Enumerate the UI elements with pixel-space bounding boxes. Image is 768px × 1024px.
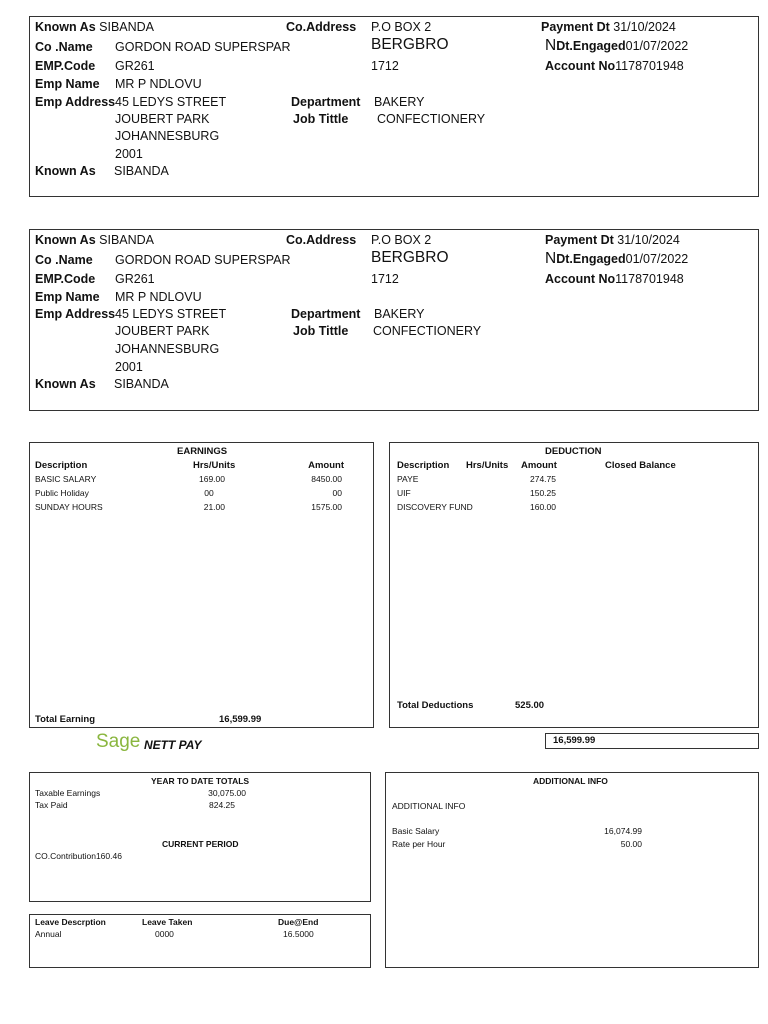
deduction-description: DISCOVERY FUND <box>397 502 473 512</box>
deduction-description: PAYE <box>397 474 419 484</box>
earning-amount: 8450.00 <box>311 474 342 484</box>
department-label: Department <box>291 307 361 321</box>
ytd-value: 30,075.00 <box>208 788 246 798</box>
department-label: Department <box>291 95 361 109</box>
earning-description: Public Holiday <box>35 488 89 498</box>
known-as-label: Known As <box>35 233 96 247</box>
co-address-line: BERGBRO <box>371 249 449 266</box>
account-no-field <box>545 272 684 286</box>
department-value: BAKERY <box>374 307 425 321</box>
earnings-title: EARNINGS <box>177 446 228 457</box>
date-engaged-field <box>545 252 688 266</box>
employee-header-2 <box>29 229 759 411</box>
job-title-value: CONFECTIONERY <box>377 112 486 126</box>
earning-amount: 00 <box>332 488 342 498</box>
payment-date-field <box>545 233 680 247</box>
payment-date-label: Payment Dt <box>541 20 610 34</box>
deductions-col-hrs: Hrs/Units <box>466 460 509 471</box>
address-line: 2001 <box>115 147 143 161</box>
address-line: JOUBERT PARK <box>115 112 210 126</box>
earning-hrs: 00 <box>204 488 214 498</box>
emp-name-value: MR P NDLOVU <box>115 290 202 304</box>
total-earning-value: 16,599.99 <box>219 714 262 725</box>
deductions-col-balance: Closed Balance <box>605 460 676 471</box>
additional-label: Rate per Hour <box>392 839 446 849</box>
emp-code-value: GR261 <box>115 272 155 286</box>
earning-amount: 1575.00 <box>311 502 342 512</box>
co-name-value: GORDON ROAD SUPERSPAR <box>115 40 291 54</box>
emp-code-label: EMP.Code <box>35 272 96 286</box>
emp-name-value: MR P NDLOVU <box>115 77 202 91</box>
co-address-label: Co.Address <box>286 20 357 34</box>
emp-address-label: Emp Address <box>35 95 116 109</box>
known-as-value: SIBANDA <box>99 233 155 247</box>
deduction-amount: 160.00 <box>530 502 556 512</box>
emp-code-label: EMP.Code <box>35 59 96 73</box>
nett-pay-value: 16,599.99 <box>553 735 596 746</box>
emp-address-label: Emp Address <box>35 307 116 321</box>
job-title-label: Job Tittle <box>293 324 349 338</box>
sage-logo: Sage <box>96 731 141 752</box>
date-engaged-value: 01/07/2022 <box>625 39 689 53</box>
additional-info-title: ADDITIONAL INFO <box>533 776 608 786</box>
ytd-value: 824.25 <box>209 800 235 810</box>
nett-pay-label: NETT PAY <box>144 738 202 752</box>
payment-date-value: 31/10/2024 <box>617 233 680 247</box>
date-engaged-prefix: N <box>545 250 557 267</box>
known-as-label-2: Known As <box>35 164 96 178</box>
earnings-panel <box>29 442 374 728</box>
employee-header-1 <box>29 16 759 197</box>
leave-description: Annual <box>35 929 62 939</box>
earning-hrs: 169.00 <box>199 474 225 484</box>
deductions-panel <box>389 442 759 728</box>
ytd-label: Taxable Earnings <box>35 788 101 798</box>
date-engaged-prefix: N <box>545 37 557 54</box>
deductions-title: DEDUCTION <box>545 446 602 457</box>
total-deductions-label: Total Deductions <box>397 700 474 711</box>
earning-description: BASIC SALARY <box>35 474 97 484</box>
address-line: JOHANNESBURG <box>115 129 220 143</box>
co-address-label: Co.Address <box>286 233 357 247</box>
address-line: 45 LEDYS STREET <box>115 95 227 109</box>
address-line: 45 LEDYS STREET <box>115 307 227 321</box>
deductions-col-description: Description <box>397 460 450 471</box>
co-address-line: P.O BOX 2 <box>371 20 432 34</box>
leave-panel <box>29 914 371 968</box>
co-address-line: 1712 <box>371 272 399 286</box>
total-deductions-value: 525.00 <box>515 700 545 711</box>
known-as-value-2: SIBANDA <box>114 377 169 391</box>
earnings-col-description: Description <box>35 460 88 471</box>
job-title-value: CONFECTIONERY <box>373 324 482 338</box>
additional-value: 16,074.99 <box>604 826 642 836</box>
additional-value: 50.00 <box>620 839 642 849</box>
date-engaged-label: Dt.Engaged <box>556 252 626 266</box>
date-engaged-label: Dt.Engaged <box>556 39 626 53</box>
emp-name-label: Emp Name <box>35 77 100 91</box>
ytd-label: Tax Paid <box>35 800 68 810</box>
address-line: JOUBERT PARK <box>115 324 210 338</box>
deductions-col-amount: Amount <box>521 460 557 471</box>
payment-date-field <box>541 20 676 34</box>
deduction-amount: 150.25 <box>530 488 556 498</box>
payment-date-label: Payment Dt <box>545 233 614 247</box>
account-no-label: Account No <box>545 272 616 286</box>
current-period-title: CURRENT PERIOD <box>162 839 239 849</box>
additional-info-subtitle: ADDITIONAL INFO <box>392 801 466 811</box>
known-as-field <box>35 20 154 34</box>
account-no-value: 1178701948 <box>615 272 684 286</box>
job-title-label: Job Tittle <box>293 112 349 126</box>
leave-taken: 0000 <box>155 929 174 939</box>
deduction-description: UIF <box>397 488 411 498</box>
account-no-field <box>545 59 684 73</box>
co-contribution: CO.Contribution160.46 <box>35 851 122 861</box>
co-name-value: GORDON ROAD SUPERSPAR <box>115 253 291 267</box>
account-no-value: 1178701948 <box>615 59 684 73</box>
known-as-value: SIBANDA <box>99 20 155 34</box>
leave-due: 16.5000 <box>283 929 314 939</box>
leave-col-taken: Leave Taken <box>142 917 193 927</box>
ytd-panel <box>29 772 371 902</box>
address-line: JOHANNESBURG <box>115 342 220 356</box>
department-value: BAKERY <box>374 95 425 109</box>
emp-code-value: GR261 <box>115 59 155 73</box>
earning-hrs: 21.00 <box>203 502 225 512</box>
known-as-label: Known As <box>35 20 96 34</box>
account-no-label: Account No <box>545 59 616 73</box>
nett-pay-box <box>545 733 759 749</box>
leave-col-description: Leave Descrption <box>35 917 106 927</box>
earnings-col-amount: Amount <box>308 460 344 471</box>
total-earning-label: Total Earning <box>35 714 95 725</box>
emp-name-label: Emp Name <box>35 290 100 304</box>
known-as-label-2: Known As <box>35 377 96 391</box>
payment-date-value: 31/10/2024 <box>613 20 676 34</box>
ytd-title: YEAR TO DATE TOTALS <box>151 776 250 786</box>
co-address-line: BERGBRO <box>371 36 449 53</box>
address-line: 2001 <box>115 360 143 374</box>
additional-label: Basic Salary <box>392 826 440 836</box>
date-engaged-field <box>545 39 688 53</box>
leave-col-due: Due@End <box>278 917 319 927</box>
date-engaged-value: 01/07/2022 <box>625 252 689 266</box>
earnings-col-hrs: Hrs/Units <box>193 460 236 471</box>
earning-description: SUNDAY HOURS <box>35 502 103 512</box>
known-as-value-2: SIBANDA <box>114 164 169 178</box>
deduction-amount: 274.75 <box>530 474 556 484</box>
co-name-label: Co .Name <box>35 40 93 54</box>
additional-info-panel <box>385 772 759 968</box>
co-name-label: Co .Name <box>35 253 93 267</box>
co-address-line: P.O BOX 2 <box>371 233 432 247</box>
known-as-field <box>35 233 154 247</box>
co-address-line: 1712 <box>371 59 399 73</box>
